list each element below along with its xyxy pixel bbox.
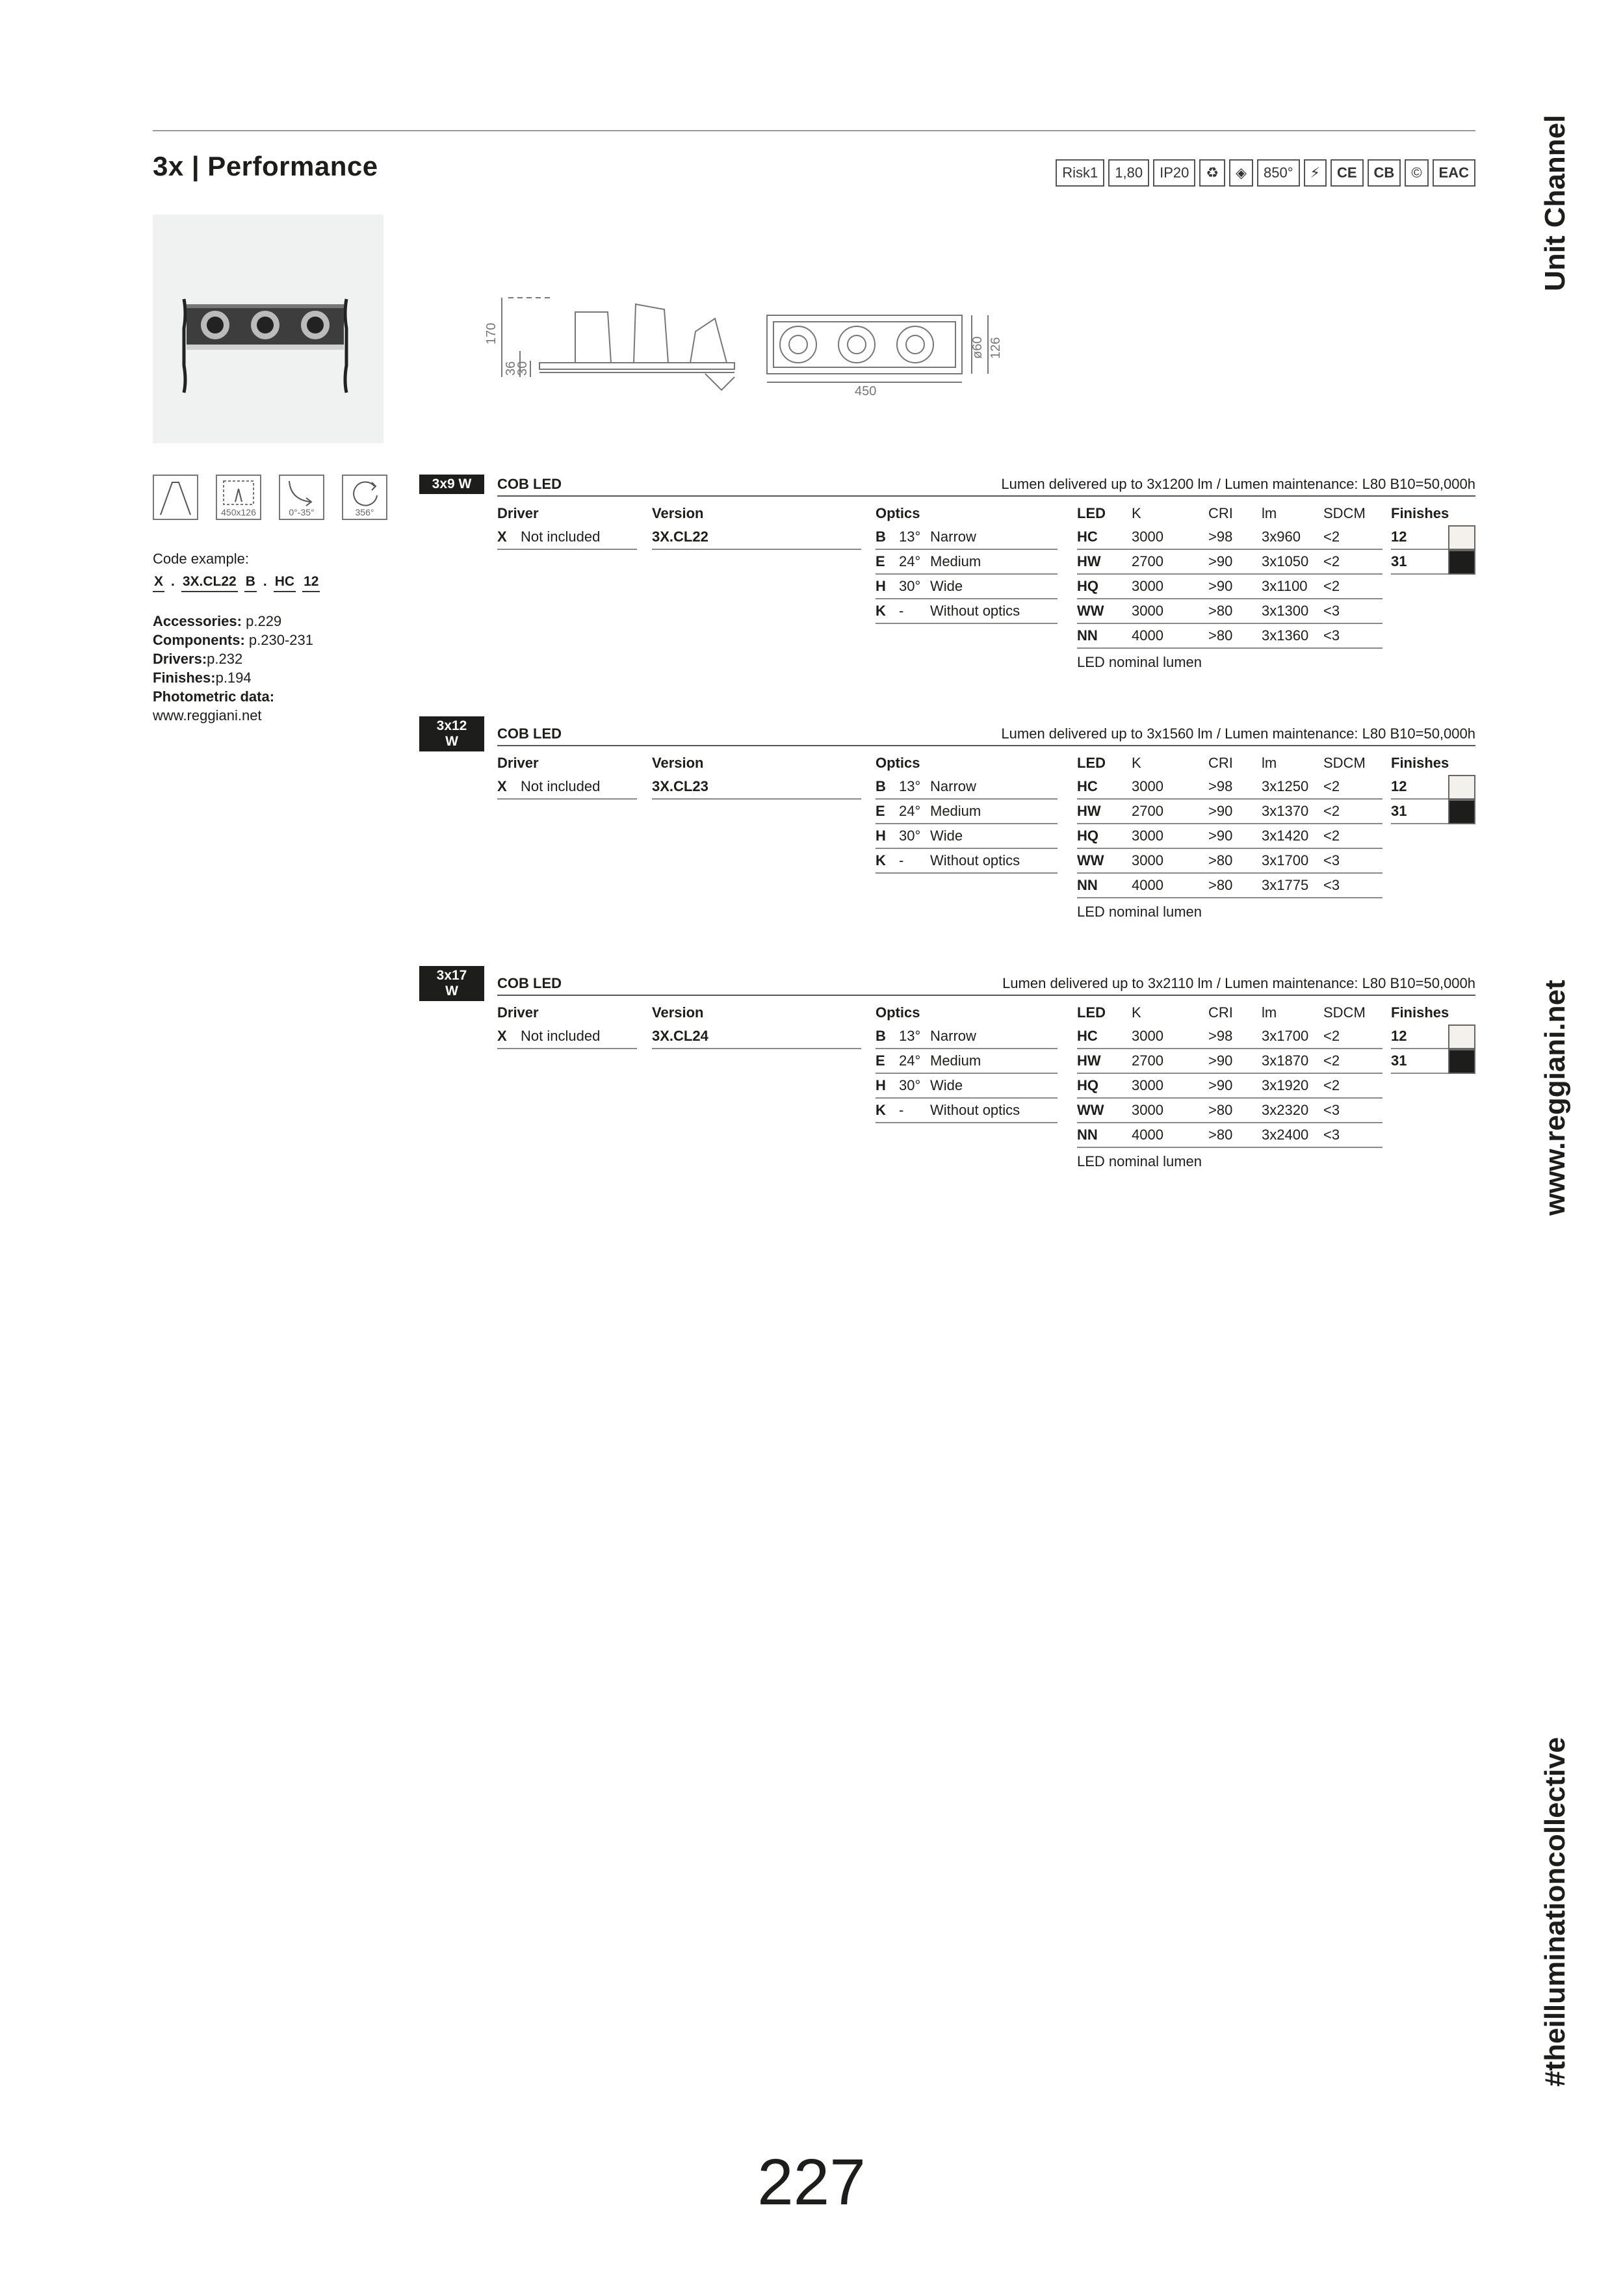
version-header: Version — [652, 755, 704, 771]
optics-row: H 30° Wide — [876, 1074, 1058, 1099]
optics-row: B 13° Narrow — [876, 525, 1058, 550]
lumen-summary: Lumen delivered up to 3x2110 lm / Lumen maintenance: L80 B10=50,000h — [1002, 975, 1475, 991]
code-finish: 12 — [302, 572, 320, 592]
optics-row: E 24° Medium — [876, 800, 1058, 824]
recycle-icon: ♻ — [1199, 159, 1225, 187]
led-row: NN 4000 >80 3x1775 <3 — [1077, 874, 1383, 898]
section-rule — [497, 995, 1475, 996]
eac-mark: EAC — [1433, 159, 1475, 187]
dimension-diameter: ø60 — [970, 336, 985, 359]
optics-row: E 24° Medium — [876, 1049, 1058, 1074]
led-header: LED K CRI lm SDCM — [1077, 755, 1366, 771]
led-note: LED nominal lumen — [1077, 1153, 1202, 1169]
ref-photometric: Photometric data: — [153, 688, 275, 705]
led-row: HC 3000 >98 3x1700 <2 — [1077, 1024, 1383, 1049]
code-dot: . — [171, 574, 175, 589]
certification-strip — [1056, 159, 1475, 187]
led-row: HC 3000 >98 3x1250 <2 — [1077, 775, 1383, 800]
ref-finishes: Finishes:p.194 — [153, 670, 252, 686]
spec-section — [419, 968, 1475, 1169]
optics-row: E 24° Medium — [876, 550, 1058, 575]
top-rule — [153, 130, 1475, 131]
optics-header: Optics — [876, 505, 920, 521]
driver-row: X Not included — [497, 775, 637, 800]
driver-row: X Not included — [497, 1024, 637, 1049]
side-label-website: www.reggiani.net — [1539, 980, 1571, 1216]
version-row: 3X.CL23 — [652, 775, 861, 800]
version-column — [652, 1001, 861, 1049]
led-row: WW 3000 >80 3x1300 <3 — [1077, 599, 1383, 624]
version-header: Version — [652, 505, 704, 521]
cc-mark: © — [1405, 159, 1428, 187]
version-header: Version — [652, 1004, 704, 1021]
optics-column — [876, 751, 1058, 874]
version-column — [652, 751, 861, 800]
section-rule — [497, 745, 1475, 746]
ref-components: Components: p.230-231 — [153, 632, 313, 648]
feature-icons — [153, 475, 387, 520]
led-row: HW 2700 >90 3x1370 <2 — [1077, 800, 1383, 824]
version-column — [652, 502, 861, 550]
dimension-36: 36 — [504, 361, 518, 376]
led-row: HC 3000 >98 3x960 <2 — [1077, 525, 1383, 550]
finish-swatch — [1448, 1049, 1475, 1074]
driver-column — [497, 1001, 637, 1049]
led-row: NN 4000 >80 3x1360 <3 — [1077, 624, 1383, 649]
side-label-category: Unit Channel — [1539, 114, 1571, 291]
side-label-hashtag: #theilluminationcollective — [1539, 1737, 1571, 2087]
code-example-block — [153, 549, 387, 725]
ref-website[interactable]: www.reggiani.net — [153, 707, 262, 724]
driver-column — [497, 751, 637, 800]
finish-swatch — [1448, 800, 1475, 824]
rotation-icon — [342, 475, 387, 520]
finish-row: 31 — [1391, 1049, 1475, 1074]
section-title: COB LED — [497, 725, 562, 742]
finish-row: 12 — [1391, 525, 1475, 550]
spec-section — [419, 718, 1475, 920]
tilt-icon — [279, 475, 324, 520]
version-row: 3X.CL22 — [652, 525, 861, 550]
driver-header: Driver — [497, 505, 539, 521]
cutout-label: 450x126 — [221, 507, 256, 517]
risk-cert: Risk1 — [1056, 159, 1104, 187]
finish-swatch — [1448, 525, 1475, 550]
tilt-label: 0°-35° — [289, 507, 315, 517]
wattage-badge: 3x12 W — [419, 716, 484, 751]
optics-header: Optics — [876, 755, 920, 771]
code-driver: X — [153, 572, 164, 592]
section-rule — [497, 495, 1475, 497]
optics-header: Optics — [876, 1004, 920, 1021]
led-note: LED nominal lumen — [1077, 904, 1202, 920]
cb-mark: CB — [1368, 159, 1401, 187]
references — [153, 612, 387, 725]
rotation-label: 356° — [355, 507, 374, 517]
dimension-126: 126 — [989, 337, 1003, 359]
no-insulation-cover-icon: ⚡ — [1304, 159, 1327, 187]
section-header — [419, 473, 1475, 495]
finish-swatch — [1448, 775, 1475, 800]
finishes-column — [1391, 1001, 1475, 1074]
led-row: HQ 3000 >90 3x1420 <2 — [1077, 824, 1383, 849]
glow-wire-cert: 850° — [1257, 159, 1300, 187]
led-header: LED K CRI lm SDCM — [1077, 1004, 1366, 1021]
led-row: HW 2700 >90 3x1050 <2 — [1077, 550, 1383, 575]
optics-row: K - Without optics — [876, 599, 1058, 624]
technical-drawing — [481, 286, 1014, 397]
ref-accessories: Accessories: p.229 — [153, 613, 282, 629]
dimension-width: 450 — [855, 384, 877, 397]
weight-cert: 1,80 — [1108, 159, 1149, 187]
optics-row: K - Without optics — [876, 1099, 1058, 1123]
optics-column — [876, 1001, 1058, 1123]
driver-column — [497, 502, 637, 550]
finishes-header: Finishes — [1391, 505, 1449, 521]
wattage-badge: 3x9 W — [419, 475, 484, 494]
section-header — [419, 968, 1475, 998]
led-row: WW 3000 >80 3x1700 <3 — [1077, 849, 1383, 874]
spec-section — [419, 473, 1475, 670]
ip-cert: IP20 — [1153, 159, 1195, 187]
code-sequence — [153, 572, 387, 592]
led-column — [1077, 1001, 1383, 1170]
optics-row: K - Without optics — [876, 849, 1058, 874]
code-version: 3X.CL22 — [181, 572, 238, 592]
finish-row: 31 — [1391, 550, 1475, 575]
code-example-label: Code example: — [153, 551, 249, 567]
dimension-30: 30 — [515, 361, 530, 376]
cutout-icon — [216, 475, 261, 520]
led-row: WW 3000 >80 3x2320 <3 — [1077, 1099, 1383, 1123]
led-column — [1077, 502, 1383, 671]
finishes-header: Finishes — [1391, 1004, 1449, 1021]
led-row: HQ 3000 >90 3x1100 <2 — [1077, 575, 1383, 599]
ref-drivers: Drivers:p.232 — [153, 651, 243, 667]
finish-swatch — [1448, 550, 1475, 575]
finish-swatch — [1448, 1024, 1475, 1049]
page-number: 227 — [757, 2146, 866, 2219]
optics-row: B 13° Narrow — [876, 775, 1058, 800]
section-header — [419, 718, 1475, 749]
ce-mark: CE — [1331, 159, 1364, 187]
led-row: NN 4000 >80 3x2400 <3 — [1077, 1123, 1383, 1148]
finish-row: 12 — [1391, 775, 1475, 800]
section-title: COB LED — [497, 975, 562, 991]
wattage-badge: 3x17 W — [419, 966, 484, 1001]
finishes-column — [1391, 751, 1475, 824]
finishes-column — [1391, 502, 1475, 575]
driver-header: Driver — [497, 1004, 539, 1021]
beam-icon — [153, 475, 198, 520]
lumen-summary: Lumen delivered up to 3x1200 lm / Lumen maintenance: L80 B10=50,000h — [1001, 476, 1475, 492]
section-title: COB LED — [497, 476, 562, 492]
code-led: HC — [274, 572, 296, 592]
led-note: LED nominal lumen — [1077, 654, 1202, 670]
finishes-header: Finishes — [1391, 755, 1449, 771]
lumen-summary: Lumen delivered up to 3x1560 lm / Lumen maintenance: L80 B10=50,000h — [1001, 725, 1475, 742]
insulation-icon: ◈ — [1229, 159, 1253, 187]
led-row: HW 2700 >90 3x1870 <2 — [1077, 1049, 1383, 1074]
finish-row: 12 — [1391, 1024, 1475, 1049]
version-row: 3X.CL24 — [652, 1024, 861, 1049]
finish-row: 31 — [1391, 800, 1475, 824]
driver-row: X Not included — [497, 525, 637, 550]
optics-row: B 13° Narrow — [876, 1024, 1058, 1049]
driver-header: Driver — [497, 755, 539, 771]
optics-row: H 30° Wide — [876, 824, 1058, 849]
optics-row: H 30° Wide — [876, 575, 1058, 599]
led-column — [1077, 751, 1383, 920]
code-dot: . — [263, 574, 267, 589]
product-photo — [153, 215, 383, 443]
code-optics: B — [244, 572, 257, 592]
dimension-height: 170 — [484, 322, 499, 345]
optics-column — [876, 502, 1058, 624]
led-row: HQ 3000 >90 3x1920 <2 — [1077, 1074, 1383, 1099]
led-header: LED K CRI lm SDCM — [1077, 505, 1366, 521]
page-title: 3x | Performance — [153, 151, 378, 181]
